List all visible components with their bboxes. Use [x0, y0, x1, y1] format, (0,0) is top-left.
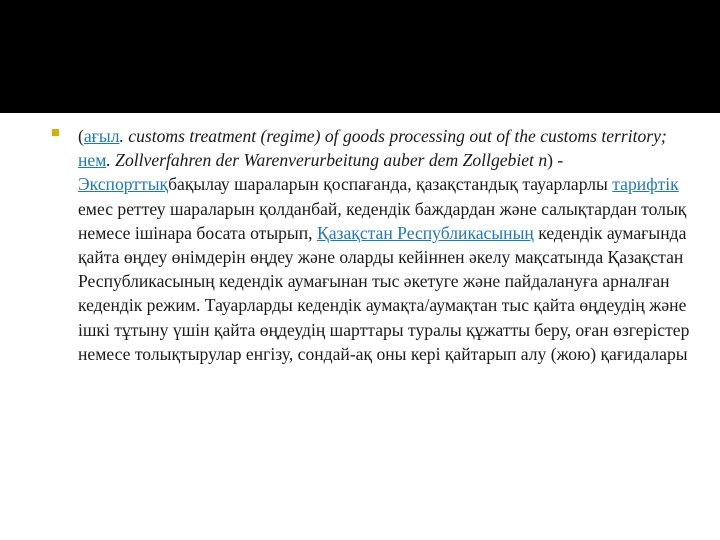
- close-paren-dash: ) -: [547, 150, 564, 171]
- text-part-3: кедендік аумағында қайта өңдеу өнімдерін өңдеу және оларды кейіннен әкелу мақсатында Қазақстан Республикасының кедендік аумағынан тыс әкетуге және пайдалануға арналған кедендік режим. Тауарларды кедендік аумақта/аумақтан тыс қайта өңдеудің және ішкі тұтыну үшін қайта өңдеудің шарттары туралы құжатты беру, оған өзгерістер немесе толықтырулар енгізу, сондай-ақ оны кері қайтарып алу (жою) қағидалары: [78, 222, 690, 364]
- link-export-control[interactable]: Экспорттық: [78, 174, 169, 195]
- text-part-1: бақылау шараларын қоспағанда, қазақстандық тауарларлы: [168, 174, 613, 195]
- open-paren: (: [78, 126, 84, 146]
- german-term: . Zollverfahren der Warenverurbeitung auber dem Zollgebiet n: [106, 150, 548, 171]
- link-tariff[interactable]: тарифтік: [612, 174, 679, 195]
- definition-paragraph: [78, 124, 690, 366]
- link-english-abbrev[interactable]: ағыл: [83, 126, 120, 146]
- link-german-abbrev[interactable]: нем: [78, 150, 107, 171]
- english-term: . customs treatment (regime) of goods processing out of the customs territory;: [119, 126, 667, 146]
- text-part-2: емес реттеу шараларын қолданбай, кедендік баждардан және салықтардан толық немесе ішінара босата отырып,: [78, 198, 687, 243]
- link-republic[interactable]: Қазақстан Республикасының: [316, 222, 534, 243]
- title-band: [0, 0, 720, 113]
- bullet-square-icon: [52, 129, 59, 136]
